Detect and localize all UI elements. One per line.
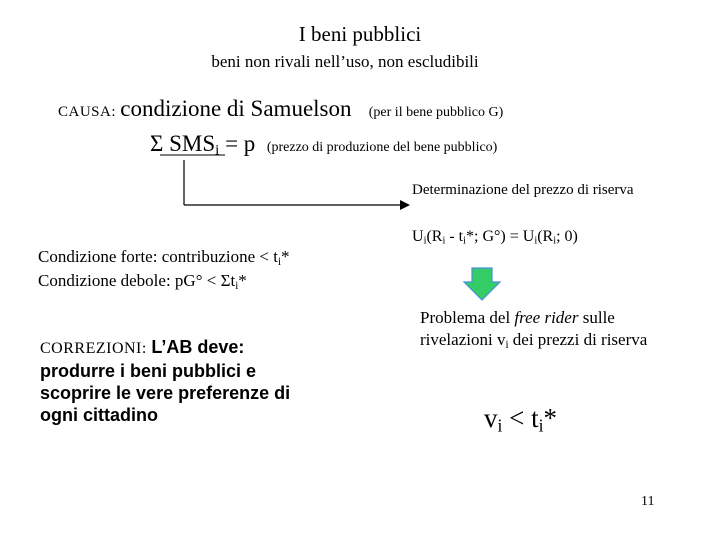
problema-text: dei prezzi di riserva [508, 330, 648, 349]
sms-note: (prezzo di produzione del bene pubblico) [266, 140, 498, 155]
vi-v: v [484, 403, 498, 433]
problema-text: sulle rivelazioni v [420, 308, 615, 349]
vi-lt-t: < t [502, 403, 539, 433]
sms-subscript: i [215, 142, 220, 159]
sms-equals-p: = p [219, 131, 256, 156]
ti-star: * [543, 403, 557, 433]
condizione-forte [38, 247, 290, 267]
correzioni-label: CORREZIONI: [40, 340, 152, 357]
ui-part: U [412, 228, 424, 245]
page-title: I beni pubblici [298, 22, 422, 46]
ui-sub: i [534, 235, 538, 247]
problema-sub: i [505, 338, 509, 351]
condizione-debole-star: * [238, 271, 247, 290]
problema-text: Problema del [420, 308, 515, 327]
arrow-head-icon [400, 200, 410, 210]
utility-equation [412, 228, 578, 246]
causa-note: (per il bene pubblico G) [368, 105, 504, 120]
condizione-debole-text: Condizione debole: pG° < Σt [38, 271, 236, 290]
free-rider-italic: free rider [514, 308, 579, 327]
ui-sub: i [553, 235, 557, 247]
vi-sub: i [497, 415, 503, 436]
sms-sigma: Σ SMS [150, 131, 216, 156]
samuelson-condition: condizione di Samuelson [120, 96, 352, 121]
problema-block [420, 307, 670, 351]
ui-part: - t [445, 228, 464, 245]
ui-part: (R [537, 228, 554, 245]
condizione-forte-sub: i [277, 255, 282, 268]
correzioni-body: L’AB deve: produrre i beni pubblici e scoprire le vere preferenze di ogni cittadino [40, 337, 291, 425]
condizione-debole [38, 271, 247, 291]
down-arrow-icon [464, 268, 500, 300]
causa-label: CAUSA: [58, 104, 121, 120]
ui-sub: i [423, 235, 427, 247]
correzioni-block [40, 336, 310, 426]
ti-sub: i [538, 415, 544, 436]
determinazione-label: Determinazione del prezzo di riserva [412, 182, 634, 198]
condizione-forte-star: * [281, 247, 290, 266]
ui-part: (R [426, 228, 443, 245]
ui-sub: i [463, 235, 467, 247]
vi-less-than-ti [484, 403, 557, 434]
ui-part: ; 0) [556, 228, 578, 245]
page-subtitle: beni non rivali nell’uso, non escludibili [211, 52, 479, 71]
ui-part: *; G°) = U [466, 228, 535, 245]
condizione-debole-sub: i [235, 279, 239, 292]
condizione-forte-text: Condizione forte: contribuzione < t [38, 247, 278, 266]
page-number: 11 [641, 494, 655, 509]
ui-sub: i [442, 235, 446, 247]
